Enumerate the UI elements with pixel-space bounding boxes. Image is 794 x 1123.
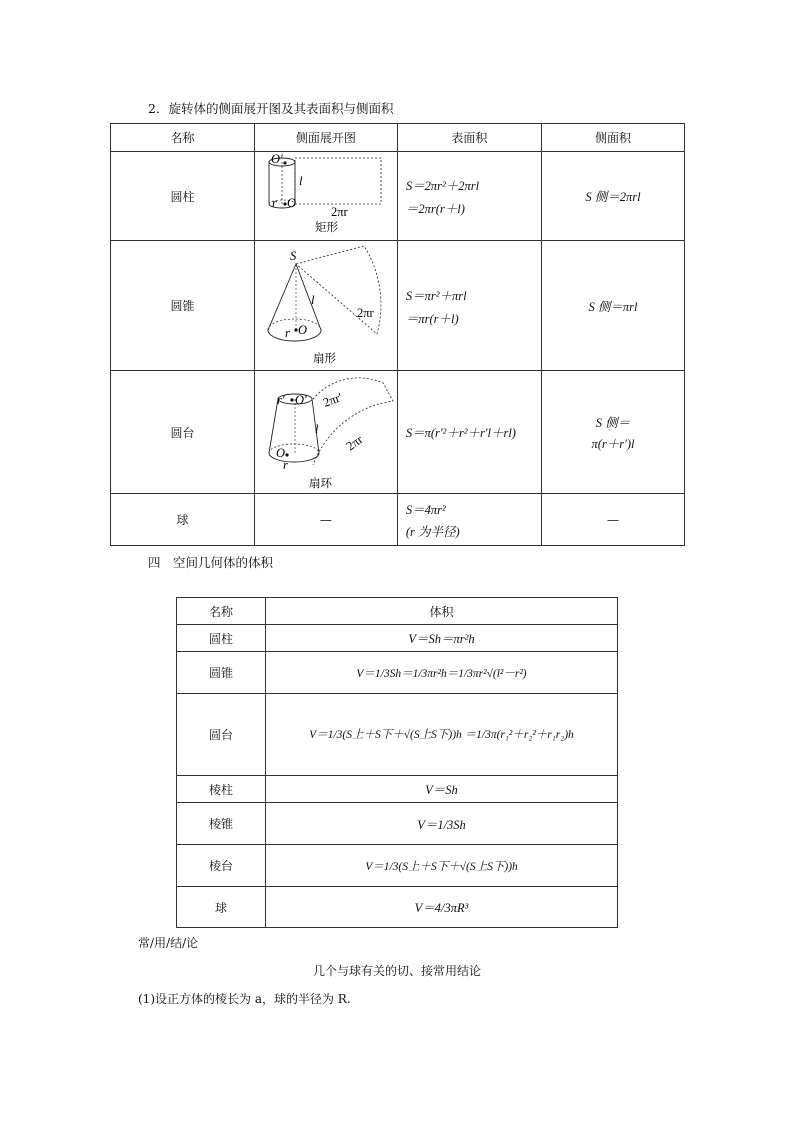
header-unfolded: 侧面展开图 [254,124,397,152]
cell-cylinder-figure [254,152,397,241]
volume-header-formula: 体积 [266,598,618,625]
cell-cone-name: 圆锥 [111,241,255,371]
conclusion-label: 常/用/结/论 [138,936,199,950]
volume-sphere-name: 球 [177,887,266,928]
volume-table [176,597,618,928]
cone-right-edge [296,264,321,330]
volume-cylinder-name: 圆柱 [177,625,266,652]
cone-surface-line2: ＝πr(r＋l) [405,311,459,326]
table-header-row [111,124,685,152]
cell-cylinder-lateral [541,152,684,241]
frustum-label-arc-top: 2πr' [321,390,344,410]
cylinder-unfolded-rectangle [295,158,381,204]
cylinder-caption: 矩形 [314,220,338,234]
volume-pyramid-name: 棱锥 [177,803,266,845]
cone-unfold-figure [255,242,395,370]
frustum-lateral-line2: π(r＋r')l [591,437,635,451]
frustum-label-bottom-r: r [282,458,288,472]
cylinder-unfold-figure [255,152,395,240]
cell-cylinder-name: 圆柱 [111,152,255,241]
volume-row-cone [177,652,618,694]
volume-header-row [177,598,618,625]
frustum-top-dot [290,398,293,401]
volume-row-pyramid [177,803,618,845]
cell-cylinder-surface [397,152,541,241]
cylinder-label-bottom-o: O [286,196,296,210]
frustum-lateral-line1: S 侧＝ [595,416,631,430]
volume-prism-name: 棱柱 [177,776,266,803]
cell-frustum-lateral [541,371,684,494]
frustum-left-edge [269,399,278,453]
volume-header-name: 名称 [177,598,266,625]
cone-lateral: S 侧＝πrl [588,299,638,314]
cylinder-lateral: S 侧＝2πrl [585,190,641,204]
frustum-unfold-figure [255,371,395,493]
volume-row-sphere [177,887,618,928]
header-surface-area: 表面积 [397,124,541,152]
frustum-label-l: l [314,422,319,436]
volume-row-frustum [177,694,618,776]
frustum-label-top-r: r' [276,393,285,407]
cone-label-o: O [297,322,307,337]
cone-surface-line1: S＝πr²＋πrl [405,288,467,303]
volume-pyramid-formula: V＝1/3Sh [266,803,618,845]
sphere-surface-line2: (r 为半径) [405,524,460,539]
cell-sphere-lateral: — [541,494,684,546]
cylinder-label-l: l [298,174,303,188]
table-row-cylinder [111,152,685,241]
table-row-sphere [111,494,685,546]
cell-sphere-name: 球 [111,494,255,546]
cell-sphere-surface [397,494,541,546]
cylinder-label-r: r [271,196,277,210]
frustum-bottom-dot [285,453,288,456]
header-name: 名称 [111,124,255,152]
rotation-solids-table [110,123,685,546]
cell-cone-figure [254,241,397,371]
cone-left-edge [268,264,296,330]
cell-frustum-name: 圆台 [111,371,255,494]
volume-frustum-pyramid-name: 棱台 [177,845,266,887]
section-title-rotation-solids: 2．旋转体的侧面展开图及其表面积与侧面积 [148,101,394,116]
volume-row-cylinder [177,625,618,652]
volume-sphere-formula: V＝4/3πR³ [266,887,618,928]
header-lateral-area: 侧面积 [541,124,684,152]
cell-sphere-figure: — [254,494,397,546]
volume-frustum-name: 圆台 [177,694,266,776]
cell-frustum-figure [254,371,397,494]
volume-row-frustum-pyramid [177,845,618,887]
table-row-frustum [111,371,685,494]
cone-label-l: l [310,292,315,307]
cell-cone-lateral [541,241,684,371]
cone-base-front [268,330,321,341]
volume-cylinder-formula: V＝Sh＝πr²h [266,625,618,652]
cone-caption: 扇形 [312,350,336,365]
volume-cone-name: 圆锥 [177,652,266,694]
volume-row-prism [177,776,618,803]
sphere-surface-line1: S＝4πr² [405,502,446,517]
cell-cone-surface [397,241,541,371]
frustum-label-arc-bottom: 2πr [343,432,366,454]
cone-label-r: r [284,325,290,340]
volume-prism-formula: V＝Sh [266,776,618,803]
cylinder-label-arc: 2πr [330,205,348,219]
cone-label-arc: 2πr [356,305,374,320]
cylinder-label-top-o: O' [270,152,283,166]
cylinder-top-center-dot [283,161,286,164]
frustum-label-top-o: O' [294,393,307,407]
cone-base-back [268,319,321,330]
frustum-surface-line1: S＝π(r'²＋r²＋r'l＋rl) [405,426,516,440]
frustum-caption: 扇环 [308,476,332,490]
conclusion-heading: 几个与球有关的切、接常用结论 [312,964,481,978]
volume-cone-formula: V＝1/3Sh＝1/3πr²h＝1/3πr²√(l²－r²) [266,652,618,694]
conclusion-item-1: (1)设正方体的棱长为 a，球的半径为 R. [138,992,351,1006]
table-row-cone [111,241,685,371]
volume-frustum-pyramid-formula: V＝1/3(S上＋S下＋√(S上S下))h [266,845,618,887]
cylinder-surface-line1: S＝2πr²＋2πrl [405,179,480,193]
frustum-label-bottom-o: O [275,446,285,460]
cell-frustum-surface [397,371,541,494]
volume-frustum-formula: V＝1/3(S上＋S下＋√(S上S下))h ＝1/3π(r₁²＋r₂²＋r₁r₂)h [266,694,618,776]
cone-label-s: S [289,248,297,263]
section-title-volume: 四 空间几何体的体积 [148,555,274,570]
cylinder-surface-line2: ＝2πr(r＋l) [405,202,465,216]
